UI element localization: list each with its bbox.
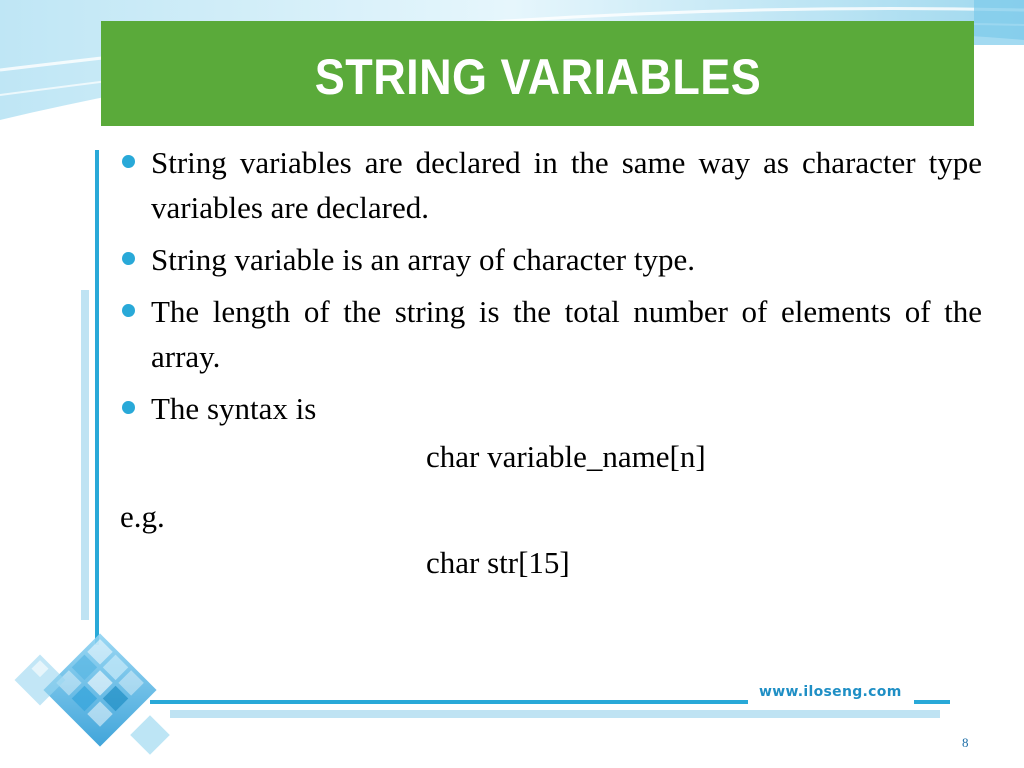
bullet-dot-icon	[122, 401, 135, 414]
slide-title: STRING VARIABLES	[314, 48, 761, 105]
footer-url: www.iloseng.com	[755, 684, 906, 700]
bullet-item	[120, 237, 982, 282]
bullet-dot-icon	[122, 304, 135, 317]
bullet-dot-icon	[122, 155, 135, 168]
example-code: char str[15]	[426, 545, 570, 580]
page-number: 8	[962, 735, 969, 750]
bullet-text: The length of the string is the total number of elements of the array.	[151, 294, 982, 374]
bullet-text: The syntax is	[151, 391, 317, 426]
bullet-dot-icon	[122, 252, 135, 265]
bullet-text: String variables are declared in the same way as character type variables are declared.	[151, 145, 982, 225]
bullet-text: String variable is an array of character type.	[151, 242, 695, 277]
bullet-item	[120, 140, 982, 230]
slide-content	[120, 140, 982, 600]
bullet-item	[120, 386, 982, 431]
title-bar	[101, 21, 974, 126]
example-label: e.g.	[120, 499, 165, 534]
syntax-code: char variable_name[n]	[426, 439, 706, 474]
bullet-item	[120, 289, 982, 379]
